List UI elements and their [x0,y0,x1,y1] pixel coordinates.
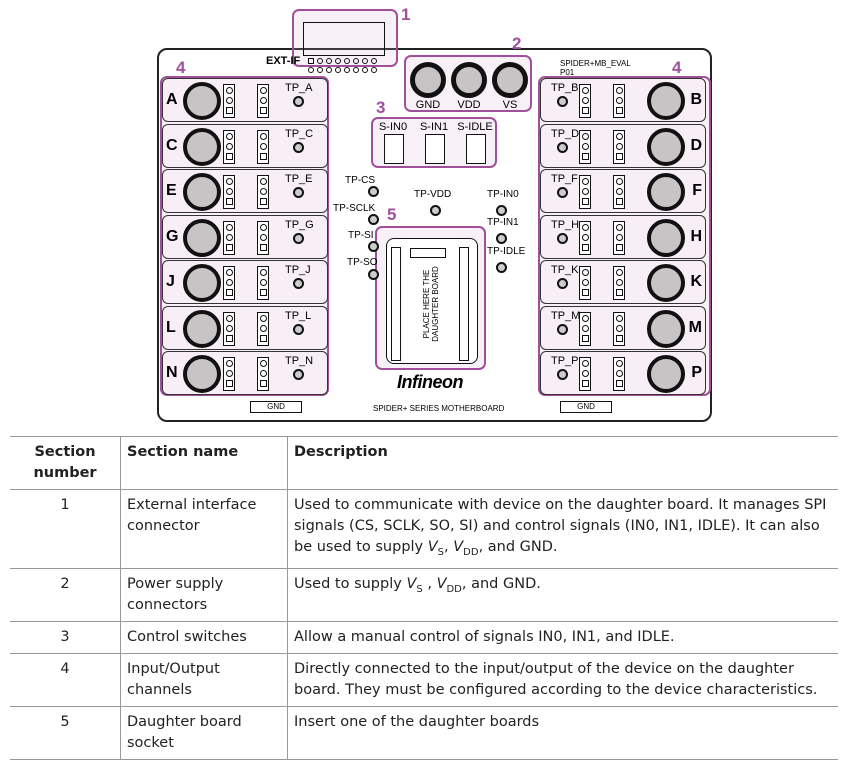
switch-header [425,134,445,164]
socket-text: PLACE HERE THE DAUGHTER BOARD [422,266,440,342]
channel-header [223,221,235,255]
channel-letter: F [692,182,702,199]
switch-header [466,134,486,164]
header-pin [226,188,233,195]
header-pin [616,269,623,276]
channel-header [613,130,625,164]
channel-test-point-label: TP_H [551,218,580,231]
table-row [10,653,838,706]
channel-connector [647,355,685,393]
test-point-icon [557,278,568,289]
channel-test-point-label: TP_N [285,355,314,367]
channel-letter: N [166,364,178,381]
table-row [10,706,838,759]
header-pin [226,279,233,286]
ext-if-pin [317,67,323,73]
power-label-gnd: GND [415,99,441,111]
channel-connector [183,310,221,348]
header-pin [582,315,589,322]
section-name: Control switches [121,621,288,653]
channel-g [162,215,328,259]
header-pin [260,153,267,160]
channel-header [257,221,269,255]
channel-b [540,78,706,122]
switch-label: S-IN1 [419,121,449,133]
header-pin [582,370,589,377]
header-pin [582,360,589,367]
channel-test-point-label: TP_D [551,127,580,140]
channel-letter: M [688,318,702,336]
section-number: 5 [10,706,121,759]
header-pin [226,198,233,205]
header-pin [616,87,623,94]
callout-4-right: 4 [672,58,682,77]
test-point-icon [293,324,304,335]
ext-if-pin [353,58,359,64]
test-point-icon [368,241,379,252]
header-pin [582,87,589,94]
header-pin [582,269,589,276]
header-pin [226,97,233,104]
channel-h [540,215,706,259]
callout-2: 2 [512,34,522,53]
test-point-icon [293,233,304,244]
channel-j [162,260,328,304]
channel-connector [183,264,221,302]
channel-header [579,84,591,118]
channel-header [223,312,235,346]
channel-header [257,357,269,391]
switch-header [384,134,404,164]
header-pin [260,380,267,387]
table-row [10,490,838,569]
header-pin [260,97,267,104]
header-pin [582,133,589,140]
test-point-icon [293,187,304,198]
ext-if-pin [371,67,377,73]
header-pin [260,198,267,205]
infineon-logo: Infineon [397,372,463,392]
channel-connector [183,219,221,257]
test-point-icon [368,269,379,280]
ext-if-pin [326,67,332,73]
channel-header [223,266,235,300]
channel-test-point-label: TP_B [551,82,579,94]
channel-header [613,175,625,209]
header-pin [226,360,233,367]
ext-if-pin [308,67,314,73]
section-number: 4 [10,653,121,706]
ext-if-pin [317,58,323,64]
variable: V [453,539,464,555]
channel-a [162,78,328,122]
channel-d [540,124,706,168]
test-point-label: TP-SO [347,257,378,268]
channel-letter: L [166,318,176,336]
header-pin [582,97,589,104]
channel-test-point-label: TP_G [285,218,314,231]
ext-if-pin [335,67,341,73]
header-pin [260,143,267,150]
power-connector-vdd [451,62,487,98]
header-pin [616,335,623,342]
ext-if-connector [303,22,385,56]
test-point-icon [496,233,507,244]
channel-letter: K [690,273,702,290]
power-label-vs: VS [502,99,518,111]
header-pin [616,188,623,195]
channel-header [613,266,625,300]
ext-if-pin [344,58,350,64]
board-revision: P01 [560,68,575,77]
header-pin [582,153,589,160]
header-pin [582,107,589,114]
header-pin [582,289,589,296]
channel-letter: J [166,273,175,290]
header-pin [260,107,267,114]
channel-letter: B [690,91,702,108]
channel-header [579,266,591,300]
ext-if-pin [353,67,359,73]
gnd-header-right: GND [560,401,612,413]
channel-connector [647,173,685,211]
description-text: Allow a manual control of signals IN0, IN1, and IDLE. [294,628,675,645]
header-section-number: Section number [10,437,121,490]
header-pin [582,244,589,251]
channel-l [162,306,328,350]
header-pin [260,360,267,367]
header-pin [226,380,233,387]
variable: V [406,575,417,592]
ext-if-pin [362,58,368,64]
socket-header-right [459,247,469,361]
header-description: Description [288,437,839,490]
test-point-label: TP-VDD [414,189,452,200]
header-pin [616,315,623,322]
header-pin [226,87,233,94]
header-pin [616,224,623,231]
channel-letter: D [690,136,702,154]
test-point-label: TP-IDLE [487,246,526,257]
header-pin [616,325,623,332]
header-pin [582,178,589,185]
channel-test-point-label: TP_E [285,173,313,185]
channel-header [579,221,591,255]
subscript: DD [463,546,479,558]
subscript: S [437,546,445,558]
channel-header [613,221,625,255]
header-pin [260,224,267,231]
board-id: SPIDER+MB_EVAL [560,59,631,68]
ext-if-pin [344,67,350,73]
channel-letter: G [166,227,179,245]
header-pin [260,234,267,241]
header-pin [260,289,267,296]
header-pin [260,269,267,276]
header-pin [260,178,267,185]
channel-letter: A [166,91,178,108]
header-pin [260,335,267,342]
power-connector-gnd [410,62,446,98]
test-point-icon [557,369,568,380]
header-pin [616,178,623,185]
switch-label: S-IDLE [457,121,493,133]
channel-header [613,312,625,346]
description-text: , and GND. [478,539,558,555]
channel-header [223,130,235,164]
channel-connector [647,128,685,166]
channel-connector [183,82,221,120]
section-number: 1 [10,490,121,569]
variable: V [427,539,438,555]
channel-header [579,312,591,346]
test-point-icon [293,278,304,289]
header-pin [582,143,589,150]
test-point-icon [557,233,568,244]
header-pin [226,325,233,332]
channel-connector [183,173,221,211]
test-point-icon [557,96,568,107]
channel-header [579,130,591,164]
channel-letter: H [690,227,702,245]
channel-test-point-label: TP_K [551,264,579,276]
header-pin [226,370,233,377]
header-pin [616,360,623,367]
channel-connector [647,219,685,257]
section-description [288,621,839,653]
callout-4-left: 4 [176,58,186,77]
ext-if-pin [308,58,314,64]
callout-1: 1 [401,5,411,24]
channel-connector [183,355,221,393]
header-section-name: Section name [121,437,288,490]
test-point-icon [368,186,379,197]
description-text: , [444,539,454,555]
channel-k [540,260,706,304]
channel-connector [647,82,685,120]
header-pin [616,153,623,160]
channel-test-point-label: TP_P [551,355,579,367]
section-description [288,706,839,759]
test-point-icon [430,205,441,216]
channel-header [257,312,269,346]
channel-m [540,306,706,350]
description-text: , [422,575,437,592]
header-pin [616,143,623,150]
callout-3: 3 [376,98,386,117]
test-point-icon [293,96,304,107]
board-footer: SPIDER+ SERIES MOTHERBOARD [373,404,505,413]
header-pin [226,315,233,322]
section-name: External interface connector [121,490,288,569]
channel-header [613,84,625,118]
channel-header [257,266,269,300]
test-point-icon [496,205,507,216]
channel-connector [183,128,221,166]
description-text: Used to communicate with device on the daughter board. It manages SPI signals (CS, SCLK, SO, SI) and control signals (IN0, IN1, IDLE). It can also be used to supply [294,497,827,555]
header-pin [260,133,267,140]
channel-test-point-label: TP_F [551,173,578,185]
header-pin [260,87,267,94]
channel-header [579,357,591,391]
header-pin [226,153,233,160]
ext-if-pin [362,67,368,73]
table-header-row [10,437,838,490]
section-description [288,653,839,706]
test-point-icon [293,369,304,380]
header-pin [260,370,267,377]
header-pin [226,133,233,140]
description-text: Directly connected to the input/output of the device on the daughter board. They must be configured according to the device characteristics. [294,660,818,698]
header-pin [582,335,589,342]
channel-test-point-label: TP_J [285,264,311,276]
test-point-label: TP-SCLK [333,203,376,214]
header-pin [616,97,623,104]
channel-test-point-label: TP_C [285,127,314,140]
section-name: Power supply connectors [121,568,288,621]
test-point-label: TP-IN0 [487,189,519,200]
header-pin [616,107,623,114]
channel-f [540,169,706,213]
test-point-icon [293,142,304,153]
header-pin [260,244,267,251]
subscript: S [416,583,423,595]
channel-letter: E [166,182,177,199]
test-point-icon [496,262,507,273]
channel-header [223,84,235,118]
channel-test-point-label: TP_M [551,309,581,322]
section-name: Daughter board socket [121,706,288,759]
channel-test-point-label: TP_L [285,309,312,322]
channel-connector [647,264,685,302]
section-description [288,490,839,569]
header-pin [582,234,589,241]
section-number: 2 [10,568,121,621]
channel-e [162,169,328,213]
test-point-icon [557,187,568,198]
header-pin [226,244,233,251]
header-pin [226,107,233,114]
header-pin [616,380,623,387]
table-row [10,621,838,653]
header-pin [582,188,589,195]
ext-if-label: EXT-IF [266,55,301,67]
header-pin [616,244,623,251]
header-pin [226,234,233,241]
test-point-label: TP-SI [348,230,374,241]
test-point-icon [557,142,568,153]
test-point-label: TP-IN1 [487,217,519,228]
ext-if-pin [371,58,377,64]
channel-header [579,175,591,209]
channel-n [162,351,328,395]
header-pin [226,143,233,150]
channel-letter: C [166,136,178,154]
header-pin [226,289,233,296]
socket-ex-header [410,248,446,258]
gnd-header-left: GND [250,401,302,413]
channel-p [540,351,706,395]
header-pin [226,224,233,231]
header-pin [582,224,589,231]
header-pin [616,198,623,205]
channel-header [223,357,235,391]
header-pin [260,188,267,195]
channel-c [162,124,328,168]
channel-header [257,175,269,209]
channel-header [257,130,269,164]
ext-if-pin [335,58,341,64]
channel-letter: P [691,364,702,381]
subscript: DD [446,583,462,595]
power-connector-vs [492,62,528,98]
channel-test-point-label: TP_A [285,82,313,94]
header-pin [226,178,233,185]
test-point-label: TP-CS [345,175,375,186]
table-row [10,568,838,621]
test-point-icon [557,324,568,335]
header-pin [616,279,623,286]
channel-header [223,175,235,209]
description-text: Insert one of the daughter boards [294,713,540,730]
sections-table [10,436,838,760]
header-pin [616,370,623,377]
section-name: Input/Output channels [121,653,288,706]
callout-5: 5 [387,205,397,224]
description-text: , and GND. [461,575,541,592]
header-pin [226,335,233,342]
variable: V [436,575,447,592]
test-point-icon [368,214,379,225]
header-pin [616,234,623,241]
header-pin [616,289,623,296]
header-pin [582,279,589,286]
socket-header-left [391,247,401,361]
header-pin [616,133,623,140]
power-label-vdd: VDD [457,99,481,111]
section-number: 3 [10,621,121,653]
header-pin [582,325,589,332]
header-pin [582,380,589,387]
header-pin [260,315,267,322]
header-pin [260,279,267,286]
header-pin [582,198,589,205]
channel-header [257,84,269,118]
description-text: Used to supply [294,575,407,592]
switch-label: S-IN0 [378,121,408,133]
header-pin [226,269,233,276]
header-pin [260,325,267,332]
channel-header [613,357,625,391]
section-description [288,568,839,621]
ext-if-pin [326,58,332,64]
channel-connector [647,310,685,348]
